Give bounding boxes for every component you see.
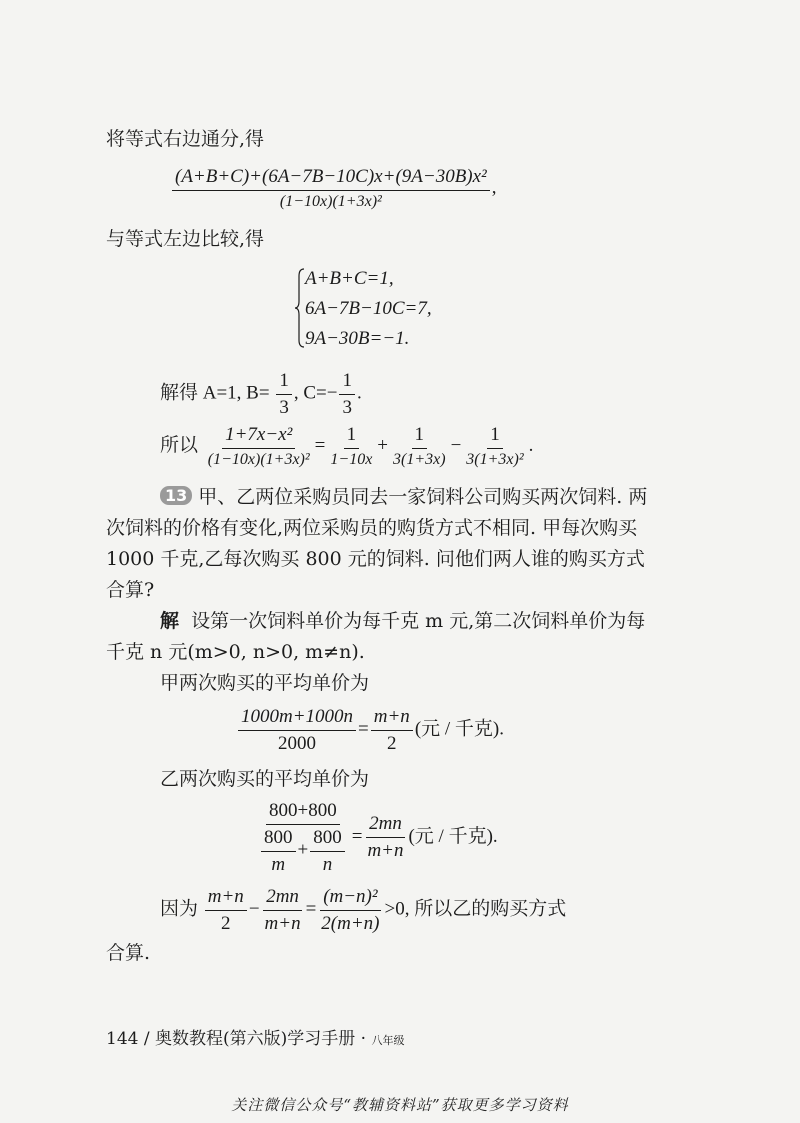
solution-first-line — [160, 610, 645, 633]
comma: , — [491, 176, 497, 198]
equation-row: 9A−30B=−1. — [305, 328, 410, 349]
fraction-numerator: 800 — [310, 827, 345, 852]
fraction-bc3 — [318, 886, 382, 935]
fraction-800-m — [261, 827, 296, 876]
fraction-denominator: m — [271, 853, 286, 875]
equation-row: A+B+C=1, — [305, 268, 394, 289]
grade-label: 八年级 — [371, 1034, 405, 1047]
text-line-common-denominator: 将等式右边通分,得 — [106, 128, 265, 150]
fraction-denominator: 3(1+3x)² — [466, 450, 524, 468]
solve-prefix: 解得 A=1, B= — [160, 382, 270, 404]
fraction-term3 — [463, 424, 526, 469]
period: . — [528, 434, 534, 456]
fraction-800-n — [310, 827, 345, 876]
fraction-numerator: 800+800 — [266, 800, 340, 825]
fraction-yi-result — [364, 813, 406, 862]
fraction-denominator: m+n — [264, 912, 301, 934]
text-line-yi: 乙两次购买的平均单价为 — [160, 768, 370, 790]
plus-sign: + — [377, 434, 389, 456]
so-prefix: 所以 — [160, 434, 199, 456]
problem-first-line — [160, 486, 647, 509]
solve-mid: , C=− — [293, 382, 338, 404]
unit-label: (元 / 千克). — [408, 826, 498, 848]
page-number: 144 / — [106, 1029, 150, 1049]
fraction-term2 — [390, 424, 449, 469]
fraction-bc1 — [205, 886, 247, 935]
complex-fraction-yi — [256, 800, 350, 876]
fraction-denominator: 3 — [342, 396, 352, 418]
equals-sign: = — [358, 718, 369, 740]
problem-text: 甲、乙两位采购员同去一家饲料公司购买两次饲料. 两 — [198, 486, 648, 508]
fraction-numerator: 800 — [261, 827, 296, 852]
fraction-denominator: 1−10x — [330, 450, 373, 468]
fraction-numerator: m+n — [205, 886, 247, 911]
fraction-numerator: 2mn — [263, 886, 302, 911]
fraction-denominator: 2(m+n) — [321, 912, 380, 934]
solution-text: 设第一次饲料单价为每千克 m 元,第二次饲料单价为每 — [191, 610, 646, 632]
fraction-denominator: 2000 — [278, 732, 317, 754]
fraction-denominator-compound — [256, 825, 350, 876]
fraction-jia-result — [371, 706, 413, 755]
jia-average-price — [236, 706, 504, 755]
fraction — [172, 166, 490, 211]
fraction-numerator: 1 — [276, 370, 292, 395]
fraction-b — [276, 370, 292, 419]
solve-end: . — [356, 382, 362, 404]
fraction-combined — [170, 166, 497, 211]
fraction-c — [339, 370, 355, 419]
fraction-denominator: 3(1+3x) — [393, 450, 446, 468]
equation-row: 6A−7B−10C=7, — [305, 298, 432, 319]
comparison-conclusion: >0, 所以乙的购买方式 — [384, 898, 567, 920]
fraction-denominator: 2 — [221, 912, 231, 934]
text-line-compare: 与等式左边比较,得 — [106, 228, 265, 250]
fraction-numerator: 1 — [487, 424, 503, 449]
equals-sign: = — [351, 826, 363, 848]
solution-text: 千克 n 元(m>0, n>0, m≠n). — [106, 641, 365, 663]
left-brace-icon — [295, 268, 305, 348]
fraction-denominator: n — [322, 853, 333, 875]
plus-sign: + — [297, 839, 309, 861]
fraction-denominator: 3 — [279, 396, 289, 418]
equals-sign: = — [305, 898, 317, 920]
fraction-numerator: (m−n)² — [320, 886, 380, 911]
yi-average-price — [254, 800, 498, 876]
fraction-jia — [238, 706, 356, 755]
solution-values — [160, 370, 362, 419]
fraction-denominator: 2 — [387, 732, 397, 754]
fraction-numerator: m+n — [371, 706, 413, 731]
fraction-lhs — [205, 424, 313, 469]
minus-sign: − — [450, 434, 462, 456]
fraction-denominator: (1−10x)(1+3x)² — [279, 192, 382, 210]
watermark-text: 关注微信公众号“教辅资料站”获取更多学习资料 — [231, 1096, 569, 1114]
fraction-numerator: (A+B+C)+(6A−7B−10C)x+(9A−30B)x² — [172, 166, 490, 191]
fraction-denominator: (1−10x)(1+3x)² — [207, 450, 310, 468]
page-footer — [106, 1024, 404, 1049]
minus-sign: − — [248, 898, 260, 920]
problem-text: 合算? — [106, 579, 155, 601]
fraction-numerator: 1 — [412, 424, 428, 449]
fraction-numerator: 1 — [339, 370, 355, 395]
fraction-bc2 — [262, 886, 304, 935]
partial-fraction-result — [160, 424, 533, 469]
fraction-numerator: 1000m+1000n — [238, 706, 356, 731]
text-line-jia: 甲两次购买的平均单价为 — [160, 672, 370, 694]
problem-text: 次饲料的价格有变化,两位采购员的购货方式不相同. 甲每次购买 — [106, 517, 638, 539]
problem-text: 1000 千克,乙每次购买 800 元的饲料. 问他们两人谁的购买方式 — [106, 548, 645, 570]
problem-number-badge: 13 — [160, 486, 192, 505]
book-title: 奥数教程(第六版)学习手册 · — [155, 1029, 367, 1049]
solution-label: 解 — [160, 610, 180, 632]
fraction-numerator: 2mn — [366, 813, 405, 838]
fraction-numerator: 1+7x−x² — [222, 424, 295, 449]
because-prefix: 因为 — [160, 898, 199, 920]
comparison-line — [160, 886, 566, 935]
final-line: 合算. — [106, 942, 151, 964]
fraction-term1 — [327, 424, 375, 469]
fraction-numerator: 1 — [344, 424, 360, 449]
unit-label: (元 / 千克). — [414, 718, 504, 740]
equals-sign: = — [314, 434, 326, 456]
fraction-denominator: m+n — [367, 840, 404, 862]
